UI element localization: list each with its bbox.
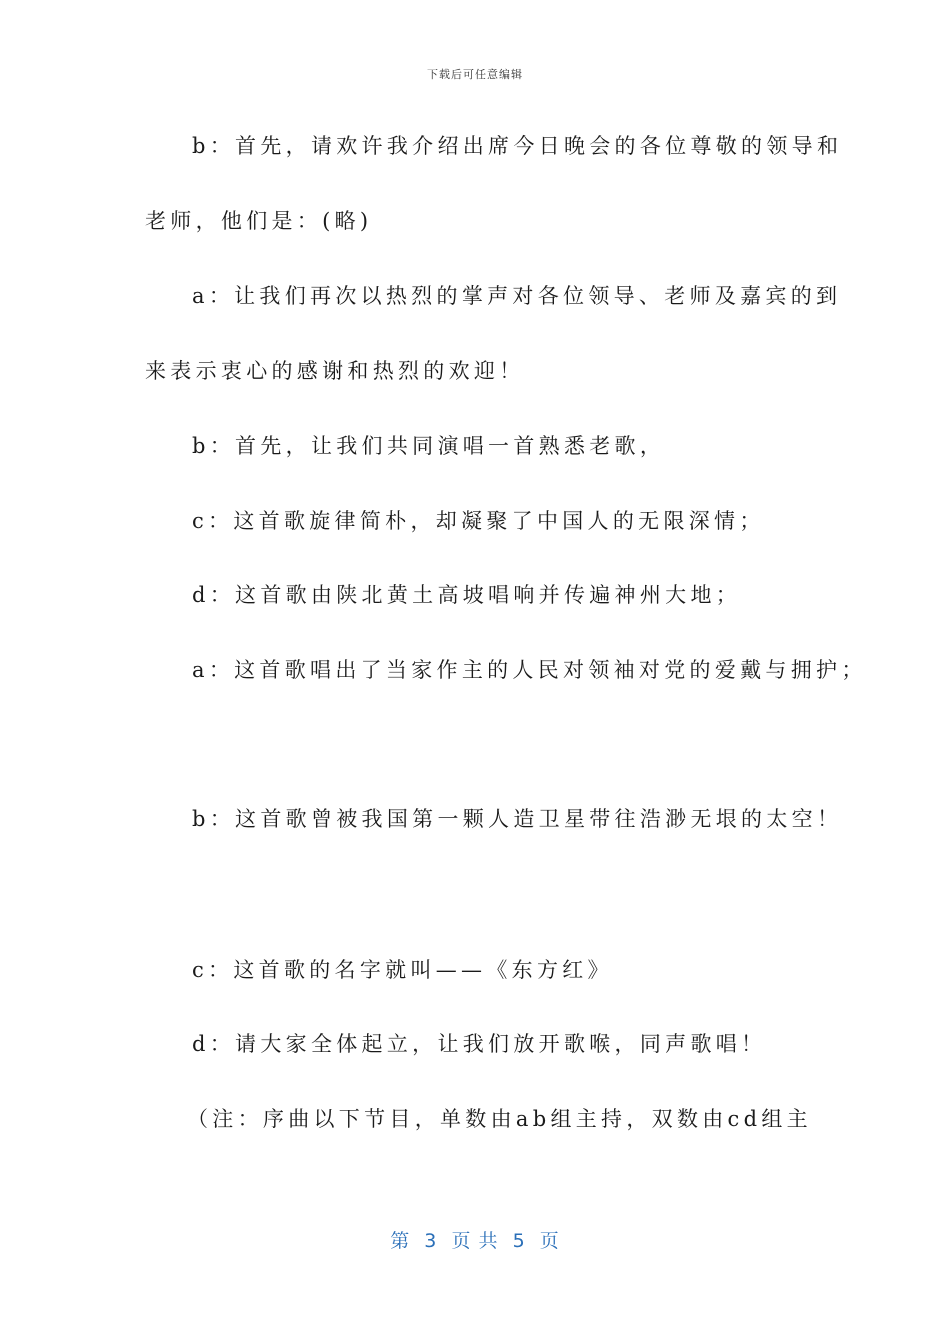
paragraph-line-10: c：这首歌的名字就叫——《东方红》 [192,958,613,982]
paragraph-line-7: d：这首歌由陕北黄土高坡唱响并传遍神州大地； [192,583,742,607]
paragraph-line-8: a：这首歌唱出了当家作主的人民对领袖对党的爱戴与拥护； [192,658,867,682]
paragraph-line-11: d：请大家全体起立，让我们放开歌喉，同声歌唱！ [192,1032,767,1056]
page-header-note: 下载后可任意编辑 [427,68,523,81]
paragraph-line-3: a：让我们再次以热烈的掌声对各位领导、老师及嘉宾的到 [192,284,842,308]
paragraph-line-5: b：首先，让我们共同演唱一首熟悉老歌， [192,434,666,458]
page-number-footer: 第 3 页 共 5 页 [390,1230,560,1252]
paragraph-line-9: b：这首歌曾被我国第一颗人造卫星带往浩渺无垠的太空！ [192,807,843,831]
paragraph-line-1: b：首先，请欢许我介绍出席今日晚会的各位尊敬的领导和 [192,134,843,158]
paragraph-line-6: c：这首歌旋律简朴，却凝聚了中国人的无限深情； [192,509,765,533]
paragraph-line-4: 来表示衷心的感谢和热烈的欢迎！ [145,359,525,383]
paragraph-line-2: 老师，他们是：(略) [145,209,373,233]
paragraph-line-12: （注：序曲以下节目，单数由ab组主持，双数由cd组主 [187,1107,812,1131]
